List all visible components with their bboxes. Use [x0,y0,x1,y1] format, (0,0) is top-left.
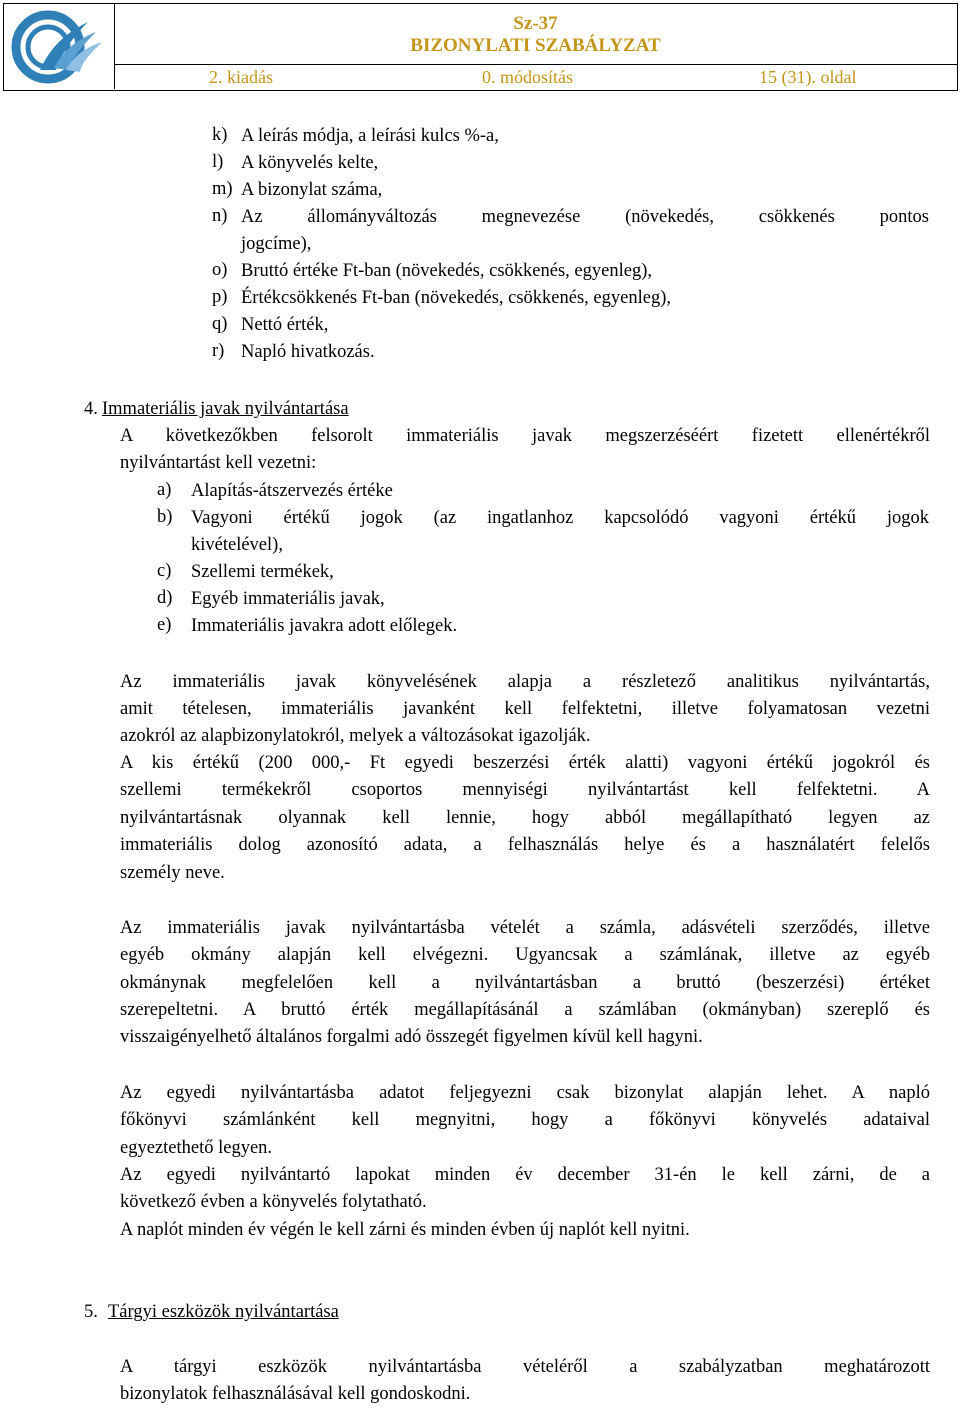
list-label: m) [212,179,233,199]
list-text: A könyvelés kelte, [241,153,379,173]
paragraph-line: személy neve. [120,863,225,883]
list-label: n) [212,206,228,226]
paragraph-line: nyilvántartásnak olyannak kell lennie, hogy abból megállapítható legyen az [120,808,930,828]
paragraph-line: azokról az alapbizonylatokról, melyek a változásokat igazolják. [120,726,591,746]
paragraph-line: A tárgyi eszközök nyilvántartásba vételéről a szabályzatban meghatározott [120,1357,930,1377]
organization-logo-icon [10,8,106,86]
paragraph-line: főkönyvi számlánként kell megnyitni, hogy a főkönyvi könyvelés adataival [120,1110,930,1130]
list-text: Értékcsökkenés Ft-ban (növekedés, csökkenés, egyenleg), [241,288,671,308]
page-number: 15 (31). oldal [759,67,857,87]
section-title: Tárgyi eszközök nyilvántartása [108,1302,339,1322]
list-label: a) [157,480,172,500]
paragraph-line: Az egyedi nyilvántartásba adatot feljegyezni csak bizonylat alapján lehet. A napló [120,1083,930,1103]
paragraph-line: következő évben a könyvelés folytatható. [120,1192,427,1212]
list-label: l) [212,152,224,172]
paragraph-line: amit tételesen, immateriális javanként kell felfektetni, illetve folyamatosan vezetni [120,699,930,719]
paragraph-line: okmánynak megfelelően kell a nyilvántartásban a bruttó (beszerzési) értéket [120,973,930,993]
list-label: d) [157,588,173,608]
list-text: Bruttó értéke Ft-ban (növekedés, csökkenés, egyenleg), [241,261,652,281]
document-title: BIZONYLATI SZABÁLYZAT [410,35,661,56]
list-text-continuation: jogcíme), [241,234,312,254]
list-label: q) [212,314,228,334]
list-label: b) [157,507,173,527]
list-text: A bizonylat száma, [241,180,383,200]
paragraph-line: Az immateriális javak könyvelésének alapja a részletező analitikus nyilvántartás, [120,672,930,692]
paragraph-line: immateriális dolog azonosító adata, a felhasználás helye és a használatért felelős [120,835,930,855]
list-label: c) [157,561,172,581]
section-number: 4. [84,399,98,419]
paragraph-line: bizonylatok felhasználásával kell gondoskodni. [120,1384,471,1404]
list-text: Nettó érték, [241,315,329,335]
section-title: Immateriális javak nyilvántartása [102,399,349,419]
logo [4,4,115,89]
document-header [3,3,958,91]
header-meta [114,65,957,89]
header-title-block [114,4,957,65]
list-text-continuation: kivételével), [191,535,283,555]
paragraph-line: A következőkben felsorolt immateriális javak megszerzéséért fizetett ellenértékről [120,426,930,446]
paragraph-line: nyilvántartást kell vezetni: [120,453,317,473]
edition: 2. kiadás [209,67,273,87]
list-text: Vagyoni értékű jogok (az ingatlanhoz kapcsolódó vagyoni értékű jogok [191,508,929,528]
paragraph-line: visszaigényelhető általános forgalmi adó összegét figyelmen kívül kell hagyni. [120,1027,703,1047]
list-text: Immateriális javakra adott előlegek. [191,616,458,636]
list-label: r) [212,341,225,361]
list-label: p) [212,287,228,307]
paragraph-line: Az egyedi nyilvántartó lapokat minden év december 31-én le kell zárni, de a [120,1165,930,1185]
list-text: Napló hivatkozás. [241,342,375,362]
paragraph-line: szellemi termékekről csoportos mennyiségi nyilvántartást kell felfektetni. A [120,780,930,800]
paragraph-line: szerepeltetni. A bruttó érték megállapításánál a számlában (okmányban) szereplő és [120,1000,930,1020]
list-text: Egyéb immateriális javak, [191,589,385,609]
document-code: Sz-37 [513,13,558,34]
list-text: A leírás módja, a leírási kulcs %-a, [241,126,499,146]
list-label: e) [157,615,172,635]
list-text: Az állományváltozás megnevezése (növekedés, csökkenés pontos [241,207,929,227]
list-text: Alapítás-átszervezés értéke [191,481,393,501]
section-number: 5. [84,1302,98,1322]
paragraph-line: A kis értékű (200 000,- Ft egyedi beszerzési érték alatti) vagyoni értékű jogokról és [120,753,930,773]
list-label: o) [212,260,228,280]
paragraph-line: egyéb okmány alapján kell elvégezni. Ugyancsak a számlának, illetve az egyéb [120,945,930,965]
paragraph-line: egyeztethető legyen. [120,1138,273,1158]
paragraph-line: A naplót minden év végén le kell zárni és minden évben új naplót kell nyitni. [120,1220,690,1240]
paragraph-line: Az immateriális javak nyilvántartásba vételét a számla, adásvételi szerződés, illetve [120,918,930,938]
list-label: k) [212,125,228,145]
list-text: Szellemi termékek, [191,562,334,582]
modification: 0. módosítás [482,67,574,87]
